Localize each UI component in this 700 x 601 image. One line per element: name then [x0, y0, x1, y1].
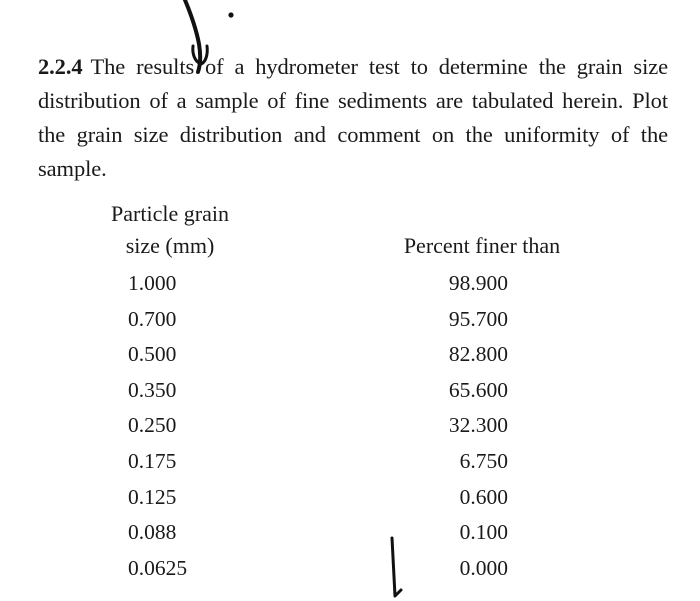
cell-percent-finer: 95.700 — [448, 306, 508, 331]
pen-dot — [228, 12, 233, 17]
cell-grain-size: 0.088 — [128, 520, 177, 545]
cell-grain-size: 0.175 — [128, 448, 177, 473]
cell-percent-finer: 82.800 — [448, 342, 508, 367]
cell-grain-size: 0.500 — [128, 342, 177, 367]
col-header-percent-finer: Percent finer than — [403, 233, 561, 258]
table-row — [0, 266, 700, 302]
data-table — [0, 266, 700, 586]
table-row — [0, 373, 700, 409]
col-header-grain-size-line1: Particle grain — [111, 201, 229, 226]
table-row — [0, 551, 700, 587]
cell-grain-size: 1.000 — [128, 271, 177, 295]
col-header-grain-size — [100, 198, 240, 262]
table-row — [0, 337, 700, 373]
col-header-grain-size-line2: size (mm) — [125, 233, 215, 258]
problem-number: 2.2.4 — [38, 54, 83, 79]
cell-percent-finer: 32.300 — [448, 413, 508, 438]
problem-text: The results of a hydrometer test to determine the grain size distribution of a sample of fine sediments are tabulated herein. Plot the grain size distribution and comment on the uniformity of the sample. — [38, 54, 668, 181]
cell-grain-size: 0.700 — [128, 306, 177, 331]
cell-grain-size: 0.250 — [128, 413, 177, 438]
table-row — [0, 302, 700, 338]
table-row — [0, 515, 700, 551]
cell-grain-size: 0.350 — [128, 377, 177, 402]
cell-percent-finer: 65.600 — [448, 377, 508, 402]
cell-grain-size: 0.0625 — [128, 555, 188, 580]
cell-percent-finer: 0.000 — [459, 555, 508, 580]
cell-percent-finer: 0.100 — [459, 520, 508, 545]
cell-percent-finer: 0.600 — [459, 484, 508, 509]
table-row — [0, 480, 700, 516]
cell-percent-finer: 98.900 — [448, 271, 508, 295]
problem-statement — [38, 50, 668, 186]
cell-grain-size: 0.125 — [128, 484, 177, 509]
cell-percent-finer: 6.750 — [459, 448, 508, 473]
table-row — [0, 444, 700, 480]
table-row — [0, 408, 700, 444]
